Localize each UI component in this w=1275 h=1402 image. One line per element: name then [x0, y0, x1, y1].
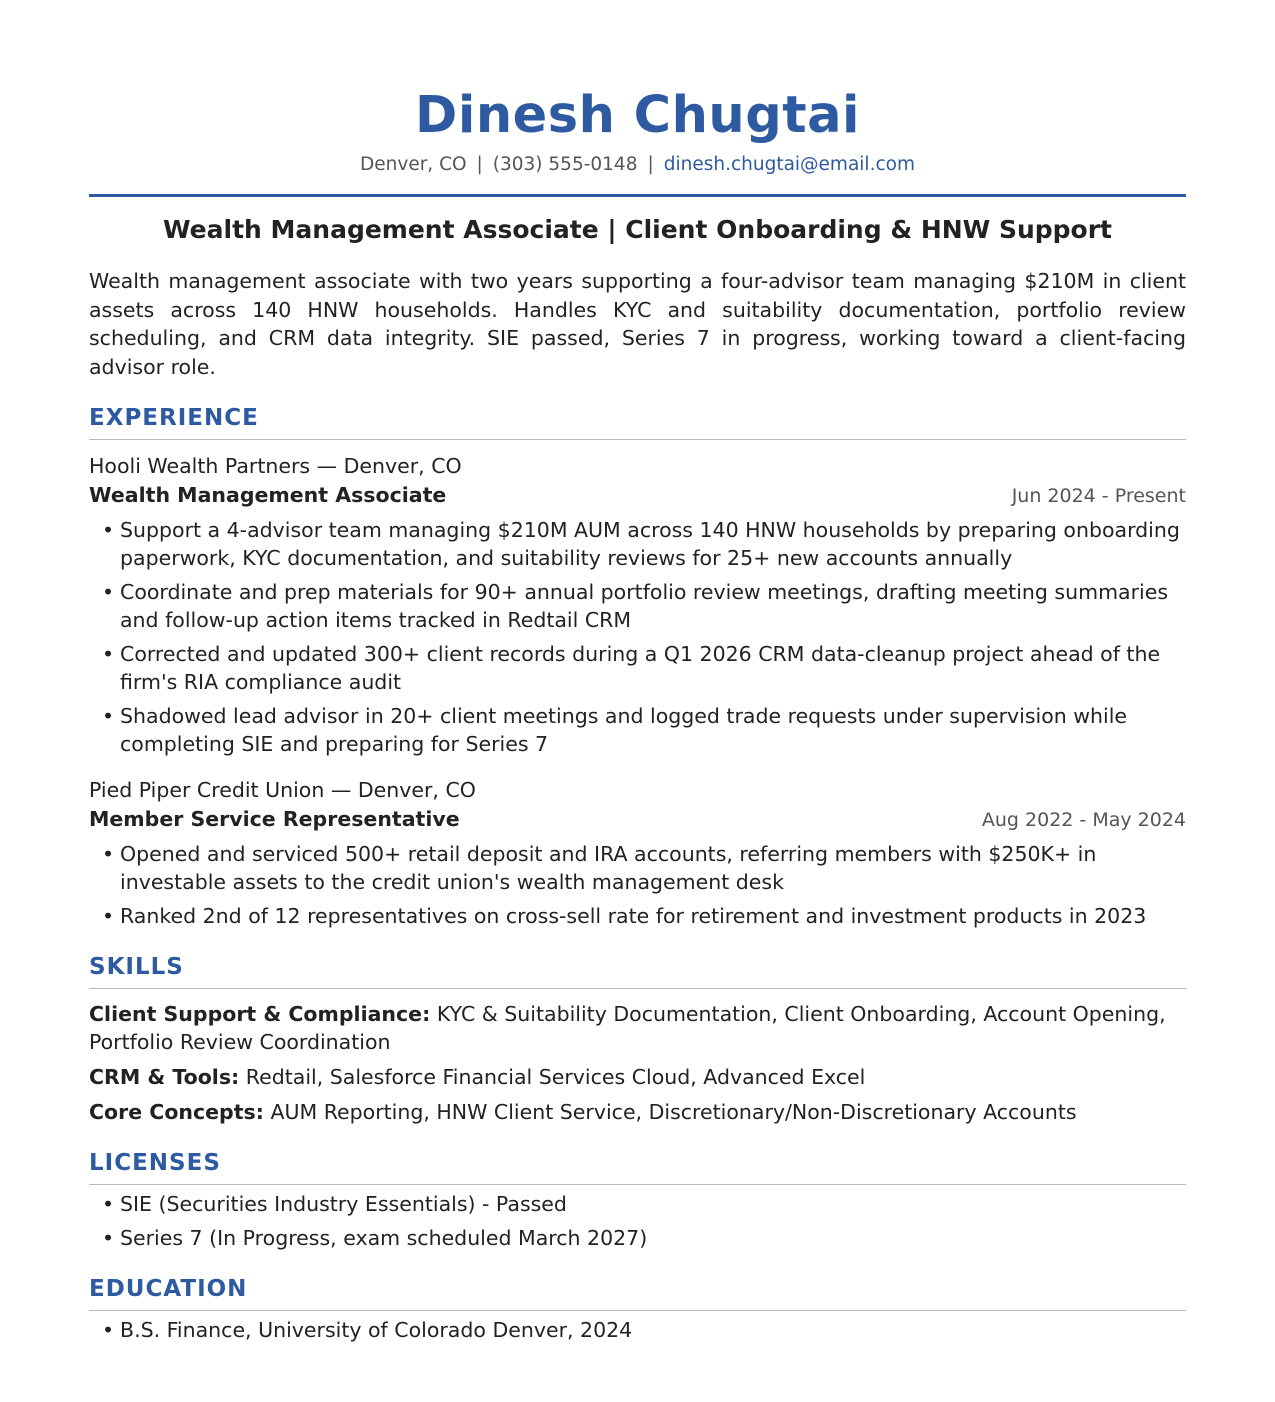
licenses-list — [89, 1190, 1186, 1252]
job-bullet: • Corrected and updated 300+ client records during a Q1 2026 CRM data-cleanup project ahead of the firm's RIA compliance audit — [89, 640, 1186, 696]
contact-location: Denver, CO — [360, 154, 467, 175]
job-title: Member Service Representative — [89, 807, 460, 831]
education-list — [89, 1316, 1186, 1344]
contact-separator: | — [647, 154, 654, 175]
section-title-licenses: LICENSES — [89, 1148, 1186, 1185]
job-bullet-list — [89, 516, 1186, 758]
skill-label: CRM & Tools: — [89, 1065, 240, 1089]
skill-label: Client Support & Compliance: — [89, 1002, 431, 1026]
skill-line — [89, 1000, 1186, 1056]
job-entry — [89, 776, 1186, 930]
job-entry — [89, 452, 1186, 758]
job-dates: Jun 2024 - Present — [1011, 485, 1186, 507]
skill-line — [89, 1098, 1186, 1126]
education-item: • B.S. Finance, University of Colorado Denver, 2024 — [89, 1316, 1186, 1344]
skill-value: KYC & Suitability Documentation, Client Onboarding, Account Opening, Portfolio Review Coordination — [89, 1002, 1166, 1054]
job-title-row — [89, 805, 1186, 835]
contact-separator: | — [476, 154, 483, 175]
resume-headline: Wealth Management Associate | Client Onboarding & HNW Support — [163, 215, 1112, 244]
skill-value: Redtail, Salesforce Financial Services Cloud, Advanced Excel — [245, 1065, 866, 1089]
section-title-skills: SKILLS — [89, 952, 1186, 989]
header-divider — [89, 194, 1186, 197]
contact-line — [89, 152, 1186, 178]
skill-line — [89, 1063, 1186, 1091]
job-bullet: • Coordinate and prep materials for 90+ annual portfolio review meetings, drafting meeting summaries and follow-up action items tracked in Redtail CRM — [89, 578, 1186, 634]
license-item: • Series 7 (In Progress, exam scheduled March 2027) — [89, 1224, 1186, 1252]
job-bullet: • Opened and serviced 500+ retail deposit and IRA accounts, referring members with $250K+ in investable assets to the credit union's wealth management desk — [89, 840, 1186, 896]
skill-value: AUM Reporting, HNW Client Service, Discretionary/Non-Discretionary Accounts — [270, 1100, 1077, 1124]
job-bullet: • Support a 4-advisor team managing $210M AUM across 140 HNW households by preparing onboarding paperwork, KYC documentation, and suitability reviews for 25+ new accounts annually — [89, 516, 1186, 572]
candidate-name: Dinesh Chugtai — [415, 86, 860, 145]
contact-email-link[interactable]: dinesh.chugtai@email.com — [663, 154, 915, 175]
job-bullet-list — [89, 840, 1186, 930]
section-title-experience: EXPERIENCE — [89, 403, 1186, 440]
professional-summary: Wealth management associate with two years supporting a four-advisor team managing $210M in client assets across 140 HNW households. Handles KYC and suitability documentation, portfolio review scheduling, and CRM data integrity. SIE passed, Series 7 in progress, working toward a client-facing advisor role. — [89, 269, 1186, 379]
contact-phone: (303) 555-0148 — [492, 154, 638, 175]
license-item: • SIE (Securities Industry Essentials) - Passed — [89, 1190, 1186, 1218]
job-company: Pied Piper Credit Union — Denver, CO — [89, 778, 476, 802]
job-bullet: • Ranked 2nd of 12 representatives on cross-sell rate for retirement and investment products in 2023 — [89, 902, 1186, 930]
job-company: Hooli Wealth Partners — Denver, CO — [89, 454, 462, 478]
job-title: Wealth Management Associate — [89, 483, 447, 507]
job-title-row — [89, 481, 1186, 511]
section-title-education: EDUCATION — [89, 1274, 1186, 1311]
skill-label: Core Concepts: — [89, 1100, 264, 1124]
job-bullet: • Shadowed lead advisor in 20+ client meetings and logged trade requests under supervision while completing SIE and preparing for Series 7 — [89, 702, 1186, 758]
skills-list — [89, 1000, 1186, 1126]
job-dates: Aug 2022 - May 2024 — [981, 809, 1186, 831]
